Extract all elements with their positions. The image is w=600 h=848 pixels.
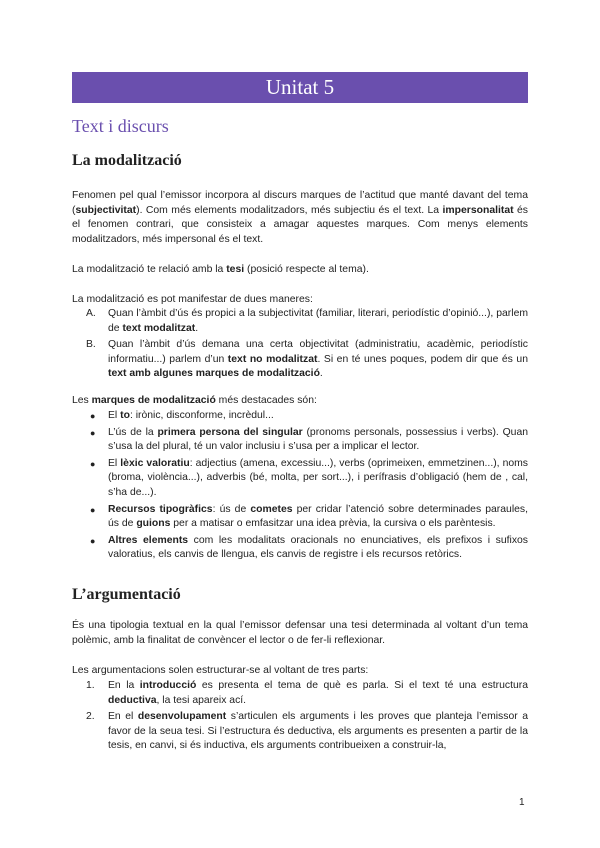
bullet-icon: ● xyxy=(90,427,96,438)
list-item: ● El lèxic valoratiu: adjectius (amena, excessiu...), verbs (oprimeixen, emmetzinen...), noms (broma, violència...), adverbis (bé, molta, per sort...), i perífrasis d’obligació (hem de , cal, s’ha de...). xyxy=(90,457,528,498)
paragraph-definition: Fenomen pel qual l’emissor incorpora al discurs marques de l’actitud que manté davant del tema (subjectivitat). Com més elements modalitzadors, més subjectiu és el text. La impersonalitat és el fenomen contrari, que consisteix a amagar aquestes marques. Com menys elements modalitzadors, més impersonal és el text. xyxy=(72,190,528,245)
list-item: ● Recursos tipogràfics: ús de cometes per cridar l’atenció sobre determinades paraules, ús de guions per a matisar o emfasitzar una idea prèvia, la cursiva o els parèntesis. xyxy=(90,503,528,530)
bullet-icon: ● xyxy=(90,504,96,515)
heading-modalitzacio: La modalització xyxy=(72,152,182,169)
ways-list xyxy=(72,307,528,384)
parts-list xyxy=(72,679,528,756)
list-item: ● L’ús de la primera persona del singular (pronoms personals, possessius i verbs). Quan s’usa la del plural, té un valor inclusiu i s’usa per a implicar el lector. xyxy=(90,426,528,453)
marks-list xyxy=(72,409,528,565)
paragraph-parts-intro: Les argumentacions solen estructurar-se al voltant de tres parts: xyxy=(72,665,369,676)
list-item: 2. En el desenvolupament s’articulen els arguments i les proves que planteja l’emissor a favor de la seua tesi. Si l’estructura és deductiva, els arguments es presenten a partir de la tesis, en canvi, si és inductiva, els arguments contribueixen a construir-la, xyxy=(86,711,528,752)
list-item: B. Quan l’àmbit d’ús demana una certa objectivitat (administratiu, acadèmic, periodístic informatiu...) parlem d’un text no modalitzat. Si en té unes poques, podem dir que és un text amb algunes marques de modalització. xyxy=(86,339,528,380)
bullet-icon: ● xyxy=(90,535,96,546)
section-title: Text i discurs xyxy=(72,116,169,136)
bullet-icon: ● xyxy=(90,411,96,421)
list-item: 1. En la introducció es presenta el tema de què es parla. Si el text té una estructura deductiva, la tesi apareix ací. xyxy=(86,680,528,706)
bullet-icon: ● xyxy=(90,458,96,469)
list-item: ● Altres elements com les modalitats oracionals no enunciatives, els prefixos i sufixos valoratius, els canvis de llengua, els canvis de registre i els recursos retòrics. xyxy=(90,534,528,561)
list-item: A. Quan l’àmbit d’ús és propici a la subjectivitat (familiar, literari, periodístic d’opinió...), parlem de text modalitzat. xyxy=(86,308,528,334)
page-number: 1 xyxy=(519,797,525,808)
paragraph-ways-intro: La modalització es pot manifestar de dues maneres: xyxy=(72,294,313,305)
list-item: ● El to: irònic, disconforme, incrèdul... xyxy=(72,409,528,424)
paragraph-argumentacio-definition: És una tipologia textual en la qual l’emissor defensar una tesi determinada al voltant d’un tema polèmic, amb la finalitat de convèncer el lector o de fer-li reflexionar. xyxy=(72,620,528,646)
heading-argumentacio: L’argumentació xyxy=(72,586,181,603)
paragraph-marks-intro: Les marques de modalització més destacades són: xyxy=(72,395,317,406)
unit-title-banner: Unitat 5 xyxy=(72,72,528,103)
paragraph-tesi: La modalització te relació amb la tesi (posició respecte al tema). xyxy=(72,264,369,275)
